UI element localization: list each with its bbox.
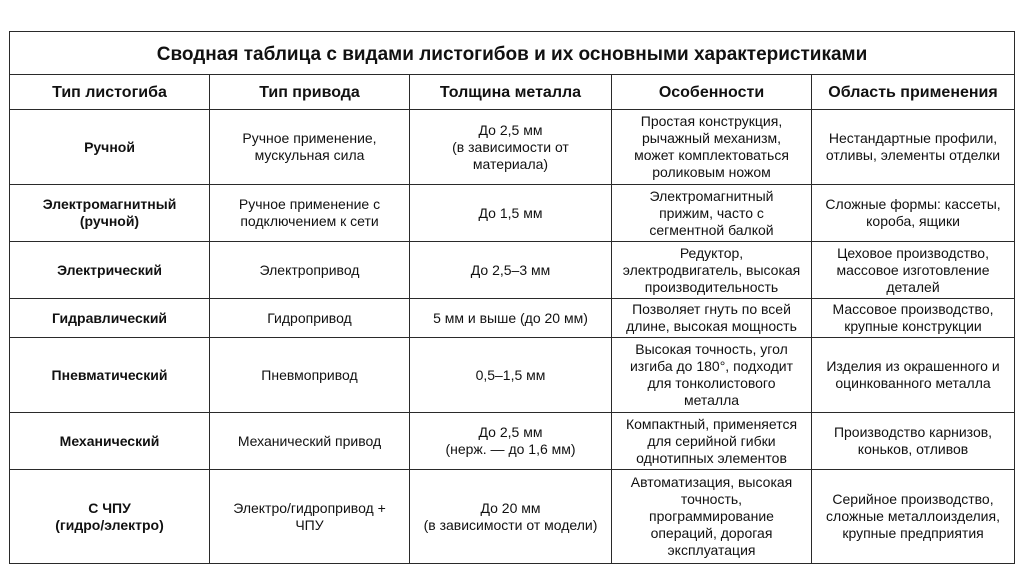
cell-type <box>10 242 210 299</box>
cell-drive <box>210 185 410 242</box>
table-row <box>10 299 1015 338</box>
cell-thickness <box>410 299 612 338</box>
cell-line: До 2,5 мм <box>478 424 543 440</box>
table-row <box>10 470 1015 564</box>
cell-application <box>812 110 1015 185</box>
cell-line: До 2,5 мм <box>478 121 543 138</box>
cell-thickness <box>410 185 612 242</box>
cell-line: Механический <box>59 432 160 449</box>
header-drive: Тип привода <box>210 75 410 110</box>
cell-line: крупные предприятия <box>842 525 984 541</box>
cell-application <box>812 470 1015 564</box>
cell-type <box>10 185 210 242</box>
cell-line: Гидропривод <box>267 309 352 326</box>
cell-line: отливы, элементы отделки <box>825 147 1001 163</box>
cell-line: Серийное производство, <box>832 491 994 507</box>
cell-line: Автоматизация, высокая <box>630 474 793 490</box>
cell-features <box>612 185 812 242</box>
cell-line: коньков, отливов <box>857 441 969 457</box>
cell-line: операций, дорогая <box>650 525 773 541</box>
cell-line: Электропривод <box>259 261 360 278</box>
cell-line: Электрический <box>57 261 162 278</box>
cell-line: сегментной балкой <box>649 221 774 238</box>
cell-line: деталей <box>886 278 940 295</box>
cell-line: До 20 мм <box>480 499 541 516</box>
header-thickness: Толщина металла <box>410 75 612 110</box>
cell-features <box>612 470 812 564</box>
cell-line: крупные конструкции <box>844 318 982 334</box>
cell-drive <box>210 413 410 470</box>
cell-features <box>612 299 812 338</box>
cell-line: (гидро/электро) <box>55 516 164 533</box>
cell-line: для тонколистового <box>647 375 776 391</box>
cell-drive <box>210 470 410 564</box>
cell-line: роликовым ножом <box>652 164 771 180</box>
cell-line: подключением к сети <box>240 213 379 229</box>
cell-line: ЧПУ <box>295 516 324 533</box>
header-features: Особенности <box>612 75 812 110</box>
summary-table-container <box>9 31 1014 564</box>
cell-line: однотипных элементов <box>636 449 787 466</box>
cell-line: Электромагнитный <box>42 196 177 212</box>
cell-features <box>612 110 812 185</box>
cell-line: рычажный механизм, <box>641 130 781 146</box>
cell-features <box>612 242 812 299</box>
cell-line: Высокая точность, угол <box>635 341 788 357</box>
cell-line: Гидравлический <box>51 309 168 326</box>
cell-drive <box>210 338 410 413</box>
table-row <box>10 110 1015 185</box>
cell-line: До 1,5 мм <box>478 204 543 221</box>
header-type: Тип листогиба <box>10 75 210 110</box>
cell-thickness <box>410 470 612 564</box>
header-row <box>10 75 1015 110</box>
cell-line: Пневмопривод <box>261 366 358 383</box>
cell-line: длине, высокая мощность <box>626 318 797 334</box>
header-application: Область применения <box>812 75 1015 110</box>
title-row <box>10 32 1015 75</box>
cell-line: Нестандартные профили, <box>828 130 998 146</box>
cell-line: Ручной <box>84 138 135 155</box>
table-row <box>10 413 1015 470</box>
cell-line: Массовое производство, <box>832 301 994 317</box>
cell-line: оцинкованного металла <box>835 375 991 391</box>
cell-type <box>10 413 210 470</box>
cell-line: Позволяет гнуть по всей <box>632 301 791 317</box>
cell-line: электродвигатель, высокая <box>622 261 801 278</box>
cell-application <box>812 413 1015 470</box>
cell-line: Компактный, применяется <box>625 415 798 432</box>
cell-type <box>10 110 210 185</box>
cell-drive <box>210 110 410 185</box>
cell-thickness <box>410 413 612 470</box>
table-row <box>10 242 1015 299</box>
cell-line: Механический привод <box>237 432 382 449</box>
cell-thickness <box>410 110 612 185</box>
cell-line: Электромагнитный <box>649 187 774 204</box>
cell-line: Редуктор, <box>679 244 744 261</box>
cell-type <box>10 470 210 564</box>
cell-line: Пневматический <box>51 366 168 383</box>
cell-line: Сложные формы: кассеты, <box>825 196 1001 212</box>
cell-line: мускульная сила <box>254 147 365 163</box>
cell-application <box>812 338 1015 413</box>
table-row <box>10 338 1015 413</box>
summary-table <box>9 31 1015 564</box>
cell-drive <box>210 299 410 338</box>
cell-line: производительность <box>644 278 779 295</box>
cell-features <box>612 413 812 470</box>
cell-line: Производство карнизов, <box>833 424 993 440</box>
cell-line: эксплуатация <box>667 542 756 558</box>
cell-line: Простая конструкция, <box>640 113 783 129</box>
cell-thickness <box>410 338 612 413</box>
cell-line: изгиба до 180°, подходит <box>629 358 794 374</box>
cell-line: До 2,5–3 мм <box>470 261 551 278</box>
cell-line: С ЧПУ <box>88 499 131 516</box>
cell-line: Электро/гидропривод + <box>233 499 386 516</box>
cell-line: короба, ящики <box>866 213 960 229</box>
cell-type <box>10 338 210 413</box>
cell-type <box>10 299 210 338</box>
cell-line: массовое изготовление <box>836 261 990 278</box>
cell-line: программирование <box>649 508 774 524</box>
cell-drive <box>210 242 410 299</box>
cell-line: Ручное применение, <box>242 130 377 146</box>
cell-line: может комплектоваться <box>634 147 789 163</box>
cell-line: Цеховое производство, <box>837 244 989 261</box>
cell-line: (нерж. — до 1,6 мм) <box>445 441 576 457</box>
cell-line: для серийной гибки <box>647 432 776 449</box>
cell-line: (ручной) <box>79 213 140 229</box>
cell-line: прижим, часто с <box>659 204 764 221</box>
cell-features <box>612 338 812 413</box>
cell-line: точность, <box>680 491 743 507</box>
cell-application <box>812 242 1015 299</box>
cell-line: (в зависимости от модели) <box>423 516 598 533</box>
cell-line: Изделия из окрашенного и <box>826 358 1000 374</box>
table-title: Сводная таблица с видами листогибов и их основными характеристиками <box>10 32 1015 75</box>
table-row <box>10 185 1015 242</box>
cell-line: Ручное применение с <box>238 196 381 212</box>
cell-thickness <box>410 242 612 299</box>
cell-line: материала) <box>472 155 549 172</box>
cell-application <box>812 299 1015 338</box>
cell-line: (в зависимости от <box>452 138 569 155</box>
cell-line: 0,5–1,5 мм <box>475 366 546 383</box>
cell-line: 5 мм и выше (до 20 мм) <box>433 309 588 326</box>
cell-line: металла <box>683 392 740 408</box>
cell-application <box>812 185 1015 242</box>
cell-line: сложные металлоизделия, <box>826 508 1000 524</box>
